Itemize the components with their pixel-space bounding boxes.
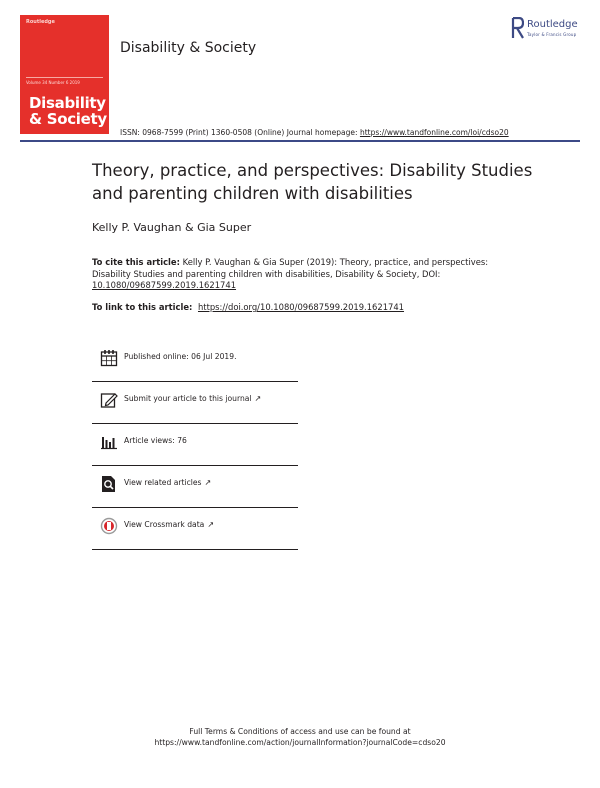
submit-article-text: Submit your article to this journal: [124, 394, 252, 403]
calendar-icon: [100, 349, 118, 367]
article-info-list: [92, 340, 298, 550]
cite-text: Kelly P. Vaughan & Gia Super (2019): Theory, practice, and perspectives: Disability Studies and parenting children with disabilities, Disability & Society, DOI:: [92, 257, 489, 279]
cover-volume-line: Volume 34 Number 6 2019: [26, 80, 80, 85]
footer-line1: Full Terms & Conditions of access and use can be found at: [189, 727, 411, 736]
footer-terms: [0, 726, 600, 748]
external-link-icon: ↗: [204, 478, 212, 487]
external-link-icon: ↗: [207, 520, 215, 529]
publisher-logo: [511, 17, 586, 41]
submit-article-row[interactable]: [92, 382, 298, 424]
related-articles-row[interactable]: [92, 466, 298, 508]
cover-title: [29, 95, 107, 127]
cover-title-line1: Disability: [29, 94, 106, 112]
publisher-tagline: Taylor & Francis Group: [527, 32, 577, 37]
citation-block: [92, 257, 522, 292]
issn-line: [120, 128, 509, 137]
article-title: Theory, practice, and perspectives: Disability Studies and parenting children with disabilities: [92, 161, 533, 203]
crossmark-icon: [100, 517, 118, 535]
external-link-icon: ↗: [254, 394, 262, 403]
cover-publisher-tag: Routledge: [26, 19, 55, 25]
cite-doi-link[interactable]: 10.1080/09687599.2019.1621741: [92, 280, 237, 291]
footer-terms-link[interactable]: https://www.tandfonline.com/action/journalInformation?journalCode=cdso20: [154, 738, 446, 747]
bar-chart-icon: [100, 433, 118, 451]
article-views-row: [92, 424, 298, 466]
published-online-text: Published online: 06 Jul 2019.: [124, 352, 237, 361]
crossmark-text: View Crossmark data: [124, 520, 205, 529]
article-doi-link[interactable]: https://doi.org/10.1080/09687599.2019.1621741: [197, 302, 405, 312]
link-label: To link to this article:: [92, 302, 196, 312]
routledge-logo-icon: [511, 17, 524, 39]
cover-volume-rule: [26, 77, 103, 85]
article-views-text: Article views: 76: [124, 436, 187, 445]
related-articles-icon: [100, 475, 118, 493]
crossmark-row[interactable]: [92, 508, 298, 550]
link-line: [92, 302, 404, 312]
submit-article-link[interactable]: [124, 394, 261, 403]
publisher-name: Routledge: [527, 19, 578, 30]
related-articles-link[interactable]: [124, 478, 211, 487]
cite-label: To cite this article:: [92, 257, 180, 267]
related-articles-text: View related articles: [124, 478, 202, 487]
header-divider: [20, 140, 580, 142]
submit-icon: [100, 391, 118, 409]
journal-cover-image: [20, 15, 109, 134]
issn-text: ISSN: 0968-7599 (Print) 1360-0508 (Online) Journal homepage:: [120, 128, 360, 137]
journal-name: Disability & Society: [120, 40, 257, 56]
crossmark-link[interactable]: [124, 520, 214, 529]
cover-title-line2: & Society: [29, 110, 107, 128]
journal-homepage-link[interactable]: https://www.tandfonline.com/loi/cdso20: [359, 128, 509, 137]
article-authors: Kelly P. Vaughan & Gia Super: [92, 221, 252, 234]
published-online-row: [92, 340, 298, 382]
